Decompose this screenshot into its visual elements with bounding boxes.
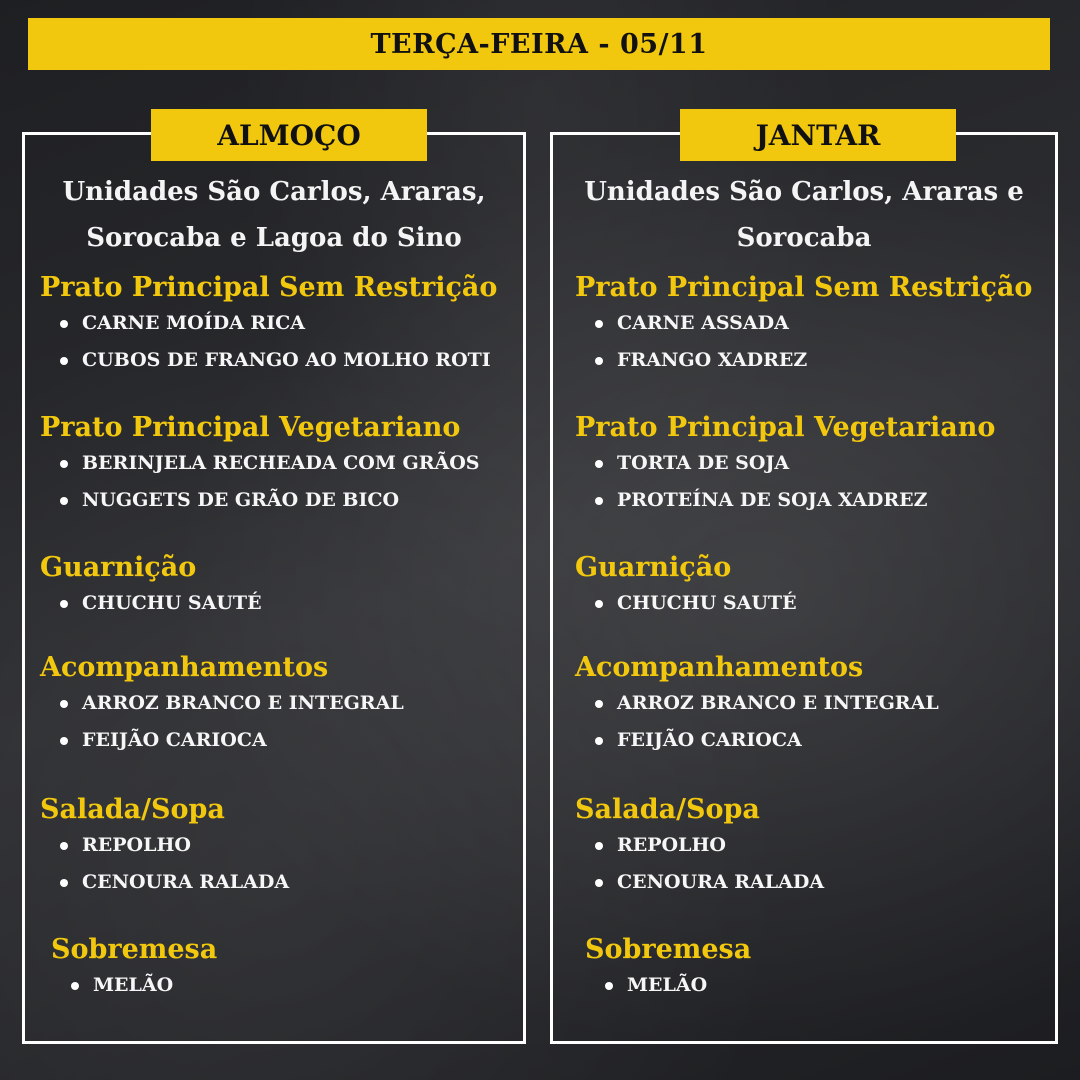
dinner-label: JANTAR xyxy=(755,118,881,152)
section-heading: Acompanhamentos xyxy=(40,652,329,683)
list-item: CUBOS DE FRANGO AO MOLHO ROTI xyxy=(40,342,519,379)
dinner-units xyxy=(553,169,1055,261)
item-list xyxy=(575,685,1051,759)
dinner-units-line1: Unidades São Carlos, Araras e xyxy=(584,177,1024,207)
item-list xyxy=(40,827,519,901)
list-item: REPOLHO xyxy=(575,827,1051,864)
dinner-tag xyxy=(680,109,956,161)
section-heading: Salada/Sopa xyxy=(575,794,760,825)
section-heading: Guarnição xyxy=(575,552,732,583)
dinner-panel xyxy=(550,118,1058,1044)
item-list xyxy=(40,685,519,759)
list-item: NUGGETS DE GRÃO DE BICO xyxy=(40,482,519,519)
list-item: TORTA DE SOJA xyxy=(575,445,1051,482)
item-list xyxy=(575,305,1051,379)
list-item: CENOURA RALADA xyxy=(40,864,519,901)
lunch-section-vegetarian xyxy=(40,411,519,519)
list-item: CENOURA RALADA xyxy=(575,864,1051,901)
item-list xyxy=(575,585,1051,622)
dinner-section-main xyxy=(575,271,1051,379)
list-item: ARROZ BRANCO E INTEGRAL xyxy=(40,685,519,722)
list-item: MELÃO xyxy=(585,967,1051,1004)
section-heading: Salada/Sopa xyxy=(40,794,225,825)
list-item: MELÃO xyxy=(51,967,519,1004)
lunch-units-line1: Unidades São Carlos, Araras, xyxy=(62,177,486,207)
item-list xyxy=(40,585,519,622)
lunch-section-salad xyxy=(40,793,519,901)
dinner-section-salad xyxy=(575,793,1051,901)
section-heading: Acompanhamentos xyxy=(575,652,864,683)
item-list xyxy=(40,445,519,519)
item-list xyxy=(40,305,519,379)
lunch-panel xyxy=(22,118,526,1044)
dinner-section-vegetarian xyxy=(575,411,1051,519)
section-heading: Prato Principal Vegetariano xyxy=(575,412,996,443)
list-item: CHUCHU SAUTÉ xyxy=(575,585,1051,622)
item-list xyxy=(575,827,1051,901)
section-heading: Sobremesa xyxy=(51,934,218,965)
dinner-section-accompaniments xyxy=(575,651,1051,759)
list-item: FRANGO XADREZ xyxy=(575,342,1051,379)
section-heading: Guarnição xyxy=(40,552,197,583)
lunch-section-side xyxy=(40,551,519,622)
lunch-units-line2: Sorocaba e Lagoa do Sino xyxy=(86,223,462,253)
lunch-section-main xyxy=(40,271,519,379)
list-item: FEIJÃO CARIOCA xyxy=(575,722,1051,759)
list-item: BERINJELA RECHEADA COM GRÃOS xyxy=(40,445,519,482)
lunch-tag xyxy=(151,109,427,161)
section-heading: Prato Principal Sem Restrição xyxy=(40,272,498,303)
lunch-units xyxy=(25,169,523,261)
day-title: TERÇA-FEIRA - 05/11 xyxy=(370,28,708,60)
list-item: REPOLHO xyxy=(40,827,519,864)
section-heading: Sobremesa xyxy=(585,934,752,965)
lunch-section-accompaniments xyxy=(40,651,519,759)
list-item: FEIJÃO CARIOCA xyxy=(40,722,519,759)
dinner-section-dessert xyxy=(585,933,1051,1004)
item-list xyxy=(51,967,519,1004)
dinner-units-line2: Sorocaba xyxy=(736,223,872,253)
section-heading: Prato Principal Vegetariano xyxy=(40,412,461,443)
lunch-section-dessert xyxy=(51,933,519,1004)
day-banner xyxy=(28,18,1050,70)
item-list xyxy=(575,445,1051,519)
dinner-section-side xyxy=(575,551,1051,622)
item-list xyxy=(585,967,1051,1004)
list-item: CARNE MOÍDA RICA xyxy=(40,305,519,342)
list-item: CHUCHU SAUTÉ xyxy=(40,585,519,622)
list-item: ARROZ BRANCO E INTEGRAL xyxy=(575,685,1051,722)
list-item: PROTEÍNA DE SOJA XADREZ xyxy=(575,482,1051,519)
list-item: CARNE ASSADA xyxy=(575,305,1051,342)
lunch-label: ALMOÇO xyxy=(217,118,361,152)
section-heading: Prato Principal Sem Restrição xyxy=(575,272,1033,303)
